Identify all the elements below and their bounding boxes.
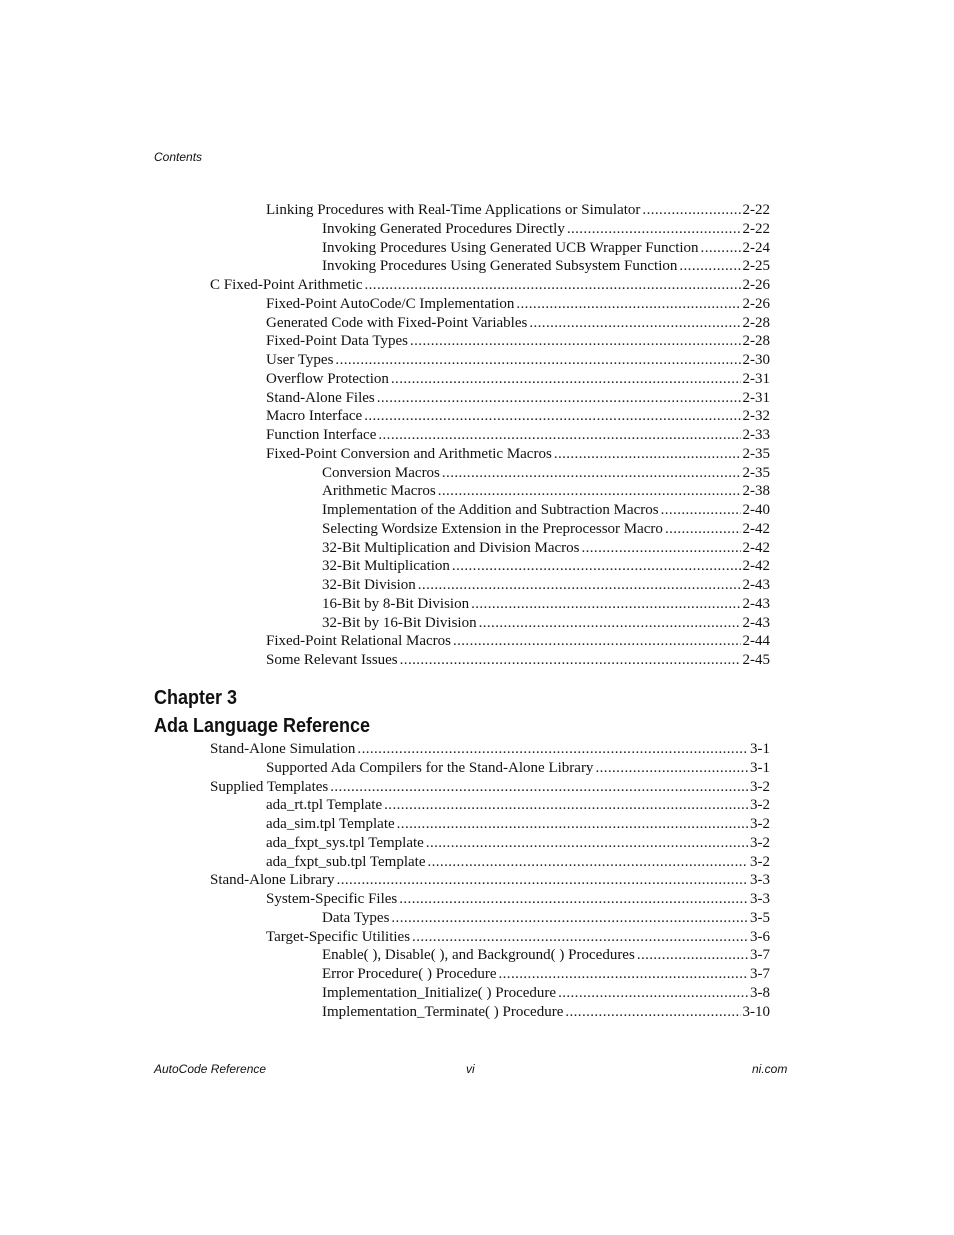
toc-leader-dots xyxy=(642,201,740,220)
toc-entry-title: Invoking Procedures Using Generated UCB Wrapper Function xyxy=(322,239,699,256)
toc-leader-dots xyxy=(529,314,740,333)
toc-entry[interactable] xyxy=(266,314,770,333)
toc-entry[interactable] xyxy=(322,965,770,984)
toc-entry[interactable] xyxy=(322,239,770,258)
toc-entry-page: 2-26 xyxy=(742,295,770,312)
toc-entry-title: Macro Interface xyxy=(266,408,363,425)
toc-entry-title: Implementation_Terminate( ) Procedure xyxy=(322,1003,564,1020)
toc-entry-page: 3-3 xyxy=(750,872,770,889)
toc-entry-page: 2-43 xyxy=(742,595,770,612)
chapter-heading xyxy=(154,684,370,740)
toc-entry-title: Generated Code with Fixed-Point Variables xyxy=(266,314,528,331)
toc-entry-title: Stand-Alone Simulation xyxy=(210,741,356,757)
toc-entry-title: ada_fxpt_sys.tpl Template xyxy=(266,834,424,851)
toc-entry-page: 2-26 xyxy=(742,277,770,293)
toc-entry-page: 2-31 xyxy=(742,389,770,406)
toc-entry[interactable] xyxy=(266,332,770,351)
toc-entry-title: Invoking Generated Procedures Directly xyxy=(322,220,565,237)
toc-entry[interactable] xyxy=(210,740,770,759)
toc-entry-page: 2-24 xyxy=(742,239,770,256)
toc-entry[interactable] xyxy=(210,778,770,797)
toc-entry-page: 2-28 xyxy=(742,314,770,331)
toc-leader-dots xyxy=(384,796,748,815)
toc-leader-dots xyxy=(391,909,748,928)
toc-entry[interactable] xyxy=(266,853,770,872)
toc-entry[interactable] xyxy=(322,220,770,239)
toc-leader-dots xyxy=(581,539,740,558)
toc-leader-dots xyxy=(391,370,741,389)
toc-entry-page: 3-10 xyxy=(742,1003,770,1020)
toc-entry-page: 2-28 xyxy=(742,333,770,350)
toc-entry-title: Arithmetic Macros xyxy=(322,483,436,500)
toc-entry-page: 2-35 xyxy=(742,464,770,481)
toc-list-part1 xyxy=(0,201,954,670)
toc-entry-page: 3-8 xyxy=(750,984,770,1001)
toc-entry-title: Fixed-Point AutoCode/C Implementation xyxy=(266,295,515,312)
toc-leader-dots xyxy=(438,482,741,501)
toc-entry-title: Supplied Templates xyxy=(210,778,329,795)
toc-entry-title: 32-Bit Multiplication and Division Macros xyxy=(322,539,580,556)
toc-leader-dots xyxy=(365,276,741,295)
toc-entry-page: 2-42 xyxy=(742,539,770,556)
toc-entry[interactable] xyxy=(322,984,770,1003)
footer-page-number: vi xyxy=(466,1062,475,1076)
toc-entry[interactable] xyxy=(322,946,770,965)
toc-entry[interactable] xyxy=(266,426,770,445)
toc-leader-dots xyxy=(427,853,748,872)
toc-entry[interactable] xyxy=(210,871,770,890)
toc-entry[interactable] xyxy=(266,407,770,426)
toc-entry-page: 2-35 xyxy=(742,445,770,462)
toc-entry[interactable] xyxy=(266,651,770,670)
toc-leader-dots xyxy=(554,445,741,464)
toc-entry-title: Selecting Wordsize Extension in the Preprocessor Macro xyxy=(322,520,663,537)
toc-entry[interactable] xyxy=(322,595,770,614)
toc-entry-page: 3-1 xyxy=(750,741,770,757)
toc-entry-page: 3-2 xyxy=(750,834,770,851)
toc-entry-page: 3-2 xyxy=(750,778,770,795)
toc-entry-page: 2-22 xyxy=(742,202,770,218)
toc-leader-dots xyxy=(412,928,748,947)
toc-leader-dots xyxy=(400,651,741,670)
chapter-title: Ada Language Reference xyxy=(154,715,371,737)
toc-entry-title: Some Relevant Issues xyxy=(266,652,398,668)
toc-entry-page: 3-2 xyxy=(750,853,770,870)
toc-entry-title: Invoking Procedures Using Generated Subsystem Function xyxy=(322,258,678,275)
toc-entry-title: C Fixed-Point Arithmetic xyxy=(210,277,363,293)
footer-website: ni.com xyxy=(752,1062,788,1076)
toc-entry-title: Stand-Alone Library xyxy=(210,872,335,889)
footer-book-title: AutoCode Reference xyxy=(154,1062,267,1076)
toc-entry[interactable] xyxy=(322,482,770,501)
toc-entry-title: ada_fxpt_sub.tpl Template xyxy=(266,853,426,870)
running-head: Contents xyxy=(154,150,203,164)
toc-entry-title: 32-Bit by 16-Bit Division xyxy=(322,614,477,631)
toc-entry-page: 2-22 xyxy=(742,220,770,237)
toc-entry-title: Function Interface xyxy=(266,427,377,443)
toc-entry[interactable] xyxy=(322,576,770,595)
toc-leader-dots xyxy=(499,965,749,984)
chapter-number: Chapter 3 xyxy=(154,687,238,709)
toc-entry[interactable] xyxy=(266,295,770,314)
toc-leader-dots xyxy=(337,871,748,890)
toc-entry[interactable] xyxy=(266,796,770,815)
toc-leader-dots xyxy=(661,501,741,520)
toc-leader-dots xyxy=(330,778,748,797)
toc-leader-dots xyxy=(442,464,741,483)
toc-leader-dots xyxy=(335,351,740,370)
toc-leader-dots xyxy=(679,257,740,276)
toc-entry[interactable] xyxy=(322,1003,770,1022)
toc-leader-dots xyxy=(567,220,741,239)
toc-entry-title: System-Specific Files xyxy=(266,891,398,907)
toc-entry-page: 3-3 xyxy=(750,891,770,907)
toc-entry-page: 3-7 xyxy=(750,966,770,982)
toc-entry-page: 2-31 xyxy=(742,370,770,387)
toc-leader-dots xyxy=(426,834,748,853)
toc-entry-page: 2-30 xyxy=(742,352,770,368)
toc-entry-title: Target-Specific Utilities xyxy=(266,928,411,945)
toc-leader-dots xyxy=(516,295,740,314)
toc-entry-title: 32-Bit Division xyxy=(322,577,416,593)
toc-entry-page: 2-38 xyxy=(742,483,770,500)
toc-leader-dots xyxy=(565,1003,740,1022)
toc-leader-dots xyxy=(701,239,741,258)
toc-entry-title: Stand-Alone Files xyxy=(266,389,375,406)
toc-entry[interactable] xyxy=(266,834,770,853)
toc-leader-dots xyxy=(399,890,748,909)
toc-entry-title: Fixed-Point Relational Macros xyxy=(266,633,451,650)
toc-entry-title: Supported Ada Compilers for the Stand-Alone Library xyxy=(266,759,594,776)
toc-entry[interactable] xyxy=(266,815,770,834)
toc-leader-dots xyxy=(418,576,741,595)
toc-leader-dots xyxy=(479,614,741,633)
toc-entry-page: 2-25 xyxy=(742,258,770,275)
toc-entry-title: Implementation_Initialize( ) Procedure xyxy=(322,984,557,1001)
toc-entry-page: 3-2 xyxy=(750,797,770,814)
toc-entry-title: Overflow Protection xyxy=(266,370,389,387)
toc-entry-page: 3-6 xyxy=(750,928,770,945)
toc-leader-dots xyxy=(410,332,741,351)
toc-entry-title: Enable( ), Disable( ), and Background( ) Procedures xyxy=(322,947,635,964)
toc-leader-dots xyxy=(471,595,740,614)
toc-entry-page: 2-40 xyxy=(742,502,770,518)
toc-entry[interactable] xyxy=(266,759,770,778)
toc-entry[interactable] xyxy=(266,928,770,947)
toc-entry-page: 2-33 xyxy=(742,427,770,443)
toc-entry[interactable] xyxy=(266,890,770,909)
toc-entry[interactable] xyxy=(266,351,770,370)
toc-entry-page: 2-32 xyxy=(742,408,770,425)
toc-entry-title: Fixed-Point Conversion and Arithmetic Macros xyxy=(266,445,552,462)
toc-entry[interactable] xyxy=(266,632,770,651)
toc-entry[interactable] xyxy=(266,370,770,389)
toc-entry-page: 3-5 xyxy=(750,909,770,926)
toc-entry-title: User Types xyxy=(266,352,334,368)
toc-entry-page: 2-42 xyxy=(742,520,770,537)
toc-entry[interactable] xyxy=(322,464,770,483)
toc-entry-title: Implementation of the Addition and Subtraction Macros xyxy=(322,502,659,518)
toc-entry-page: 2-43 xyxy=(742,614,770,631)
toc-entry-title: ada_sim.tpl Template xyxy=(266,816,395,832)
toc-entry-title: ada_rt.tpl Template xyxy=(266,797,383,814)
toc-entry-page: 3-7 xyxy=(750,947,770,964)
toc-entry-title: Error Procedure( ) Procedure xyxy=(322,966,497,982)
toc-leader-dots xyxy=(378,426,740,445)
toc-entry[interactable] xyxy=(266,445,770,464)
toc-entry[interactable] xyxy=(322,539,770,558)
toc-entry[interactable] xyxy=(322,520,770,539)
toc-leader-dots xyxy=(377,389,741,408)
toc-entry-title: Data Types xyxy=(322,909,390,926)
toc-leader-dots xyxy=(595,759,748,778)
toc-leader-dots xyxy=(397,815,748,834)
toc-leader-dots xyxy=(452,557,741,576)
toc-entry-page: 2-42 xyxy=(742,558,770,575)
toc-entry-page: 2-43 xyxy=(742,577,770,593)
toc-entry-title: Linking Procedures with Real-Time Applications or Simulator xyxy=(266,202,641,218)
toc-list-part2 xyxy=(0,740,954,1021)
toc-entry-title: Fixed-Point Data Types xyxy=(266,333,408,350)
toc-leader-dots xyxy=(364,407,740,426)
toc-entry[interactable] xyxy=(322,257,770,276)
toc-entry-page: 3-2 xyxy=(750,816,770,832)
toc-entry[interactable] xyxy=(266,389,770,408)
toc-leader-dots xyxy=(357,740,748,759)
toc-entry-page: 2-44 xyxy=(742,633,770,650)
toc-entry[interactable] xyxy=(322,614,770,633)
toc-entry-page: 3-1 xyxy=(750,759,770,776)
toc-leader-dots xyxy=(453,632,741,651)
toc-entry[interactable] xyxy=(322,557,770,576)
toc-entry-title: Conversion Macros xyxy=(322,464,440,481)
toc-entry-title: 32-Bit Multiplication xyxy=(322,558,450,575)
toc-leader-dots xyxy=(637,946,748,965)
toc-entry[interactable] xyxy=(210,276,770,295)
toc-entry[interactable] xyxy=(322,909,770,928)
toc-entry[interactable] xyxy=(266,201,770,220)
toc-leader-dots xyxy=(558,984,748,1003)
toc-entry-page: 2-45 xyxy=(742,652,770,668)
toc-entry[interactable] xyxy=(322,501,770,520)
toc-leader-dots xyxy=(665,520,741,539)
toc-entry-title: 16-Bit by 8-Bit Division xyxy=(322,595,470,612)
